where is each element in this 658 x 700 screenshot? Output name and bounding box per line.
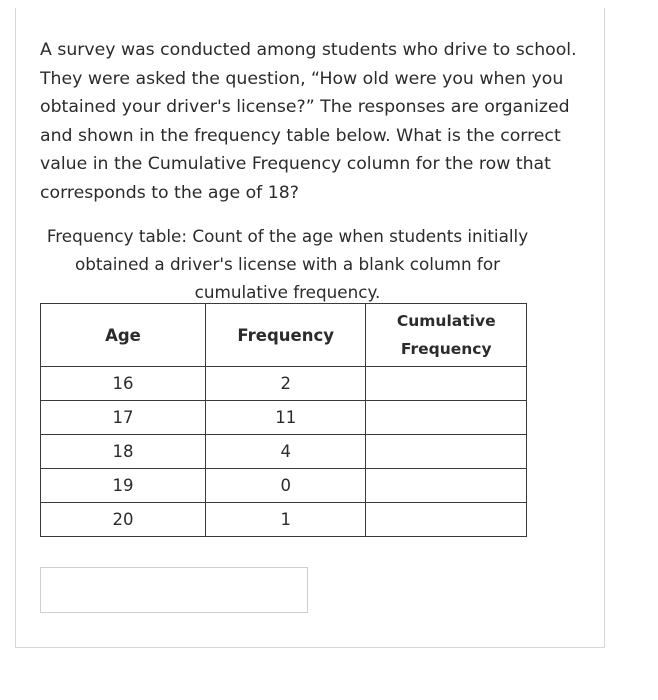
header-cumulative-line1: Cumulative xyxy=(396,312,496,330)
cell-cumulative xyxy=(366,401,527,435)
table-row xyxy=(41,435,527,469)
table-row xyxy=(41,401,527,435)
cell-frequency: 4 xyxy=(205,435,366,469)
cell-frequency: 0 xyxy=(205,469,366,503)
cell-cumulative xyxy=(366,469,527,503)
cell-age: 16 xyxy=(41,367,206,401)
table-row xyxy=(41,469,527,503)
answer-input[interactable] xyxy=(40,567,308,613)
cell-frequency: 2 xyxy=(205,367,366,401)
cell-frequency: 11 xyxy=(205,401,366,435)
cell-cumulative xyxy=(366,435,527,469)
header-cumulative-line2: Frequency xyxy=(400,340,492,358)
question-text: A survey was conducted among students who drive to school. They were asked the question, “How old were you when you obtained your driver's license?” The responses are organized and shown in the frequency table below. What is the correct value in the Cumulative Frequency column for the row that corresponds to the age of 18? xyxy=(40,40,577,203)
header-frequency: Frequency xyxy=(205,304,366,367)
header-cumulative-frequency xyxy=(366,304,527,367)
cell-age: 19 xyxy=(41,469,206,503)
cell-age: 20 xyxy=(41,503,206,537)
header-age: Age xyxy=(41,304,206,367)
cell-frequency: 1 xyxy=(205,503,366,537)
cell-cumulative xyxy=(366,367,527,401)
table-row xyxy=(41,503,527,537)
table-caption: Frequency table: Count of the age when students initially obtained a driver's license with a blank column for cumulative frequency. xyxy=(46,226,529,302)
cell-cumulative xyxy=(366,503,527,537)
table-row xyxy=(41,367,527,401)
cell-age: 17 xyxy=(41,401,206,435)
frequency-table xyxy=(40,303,527,537)
table-header-row xyxy=(41,304,527,367)
cell-age: 18 xyxy=(41,435,206,469)
